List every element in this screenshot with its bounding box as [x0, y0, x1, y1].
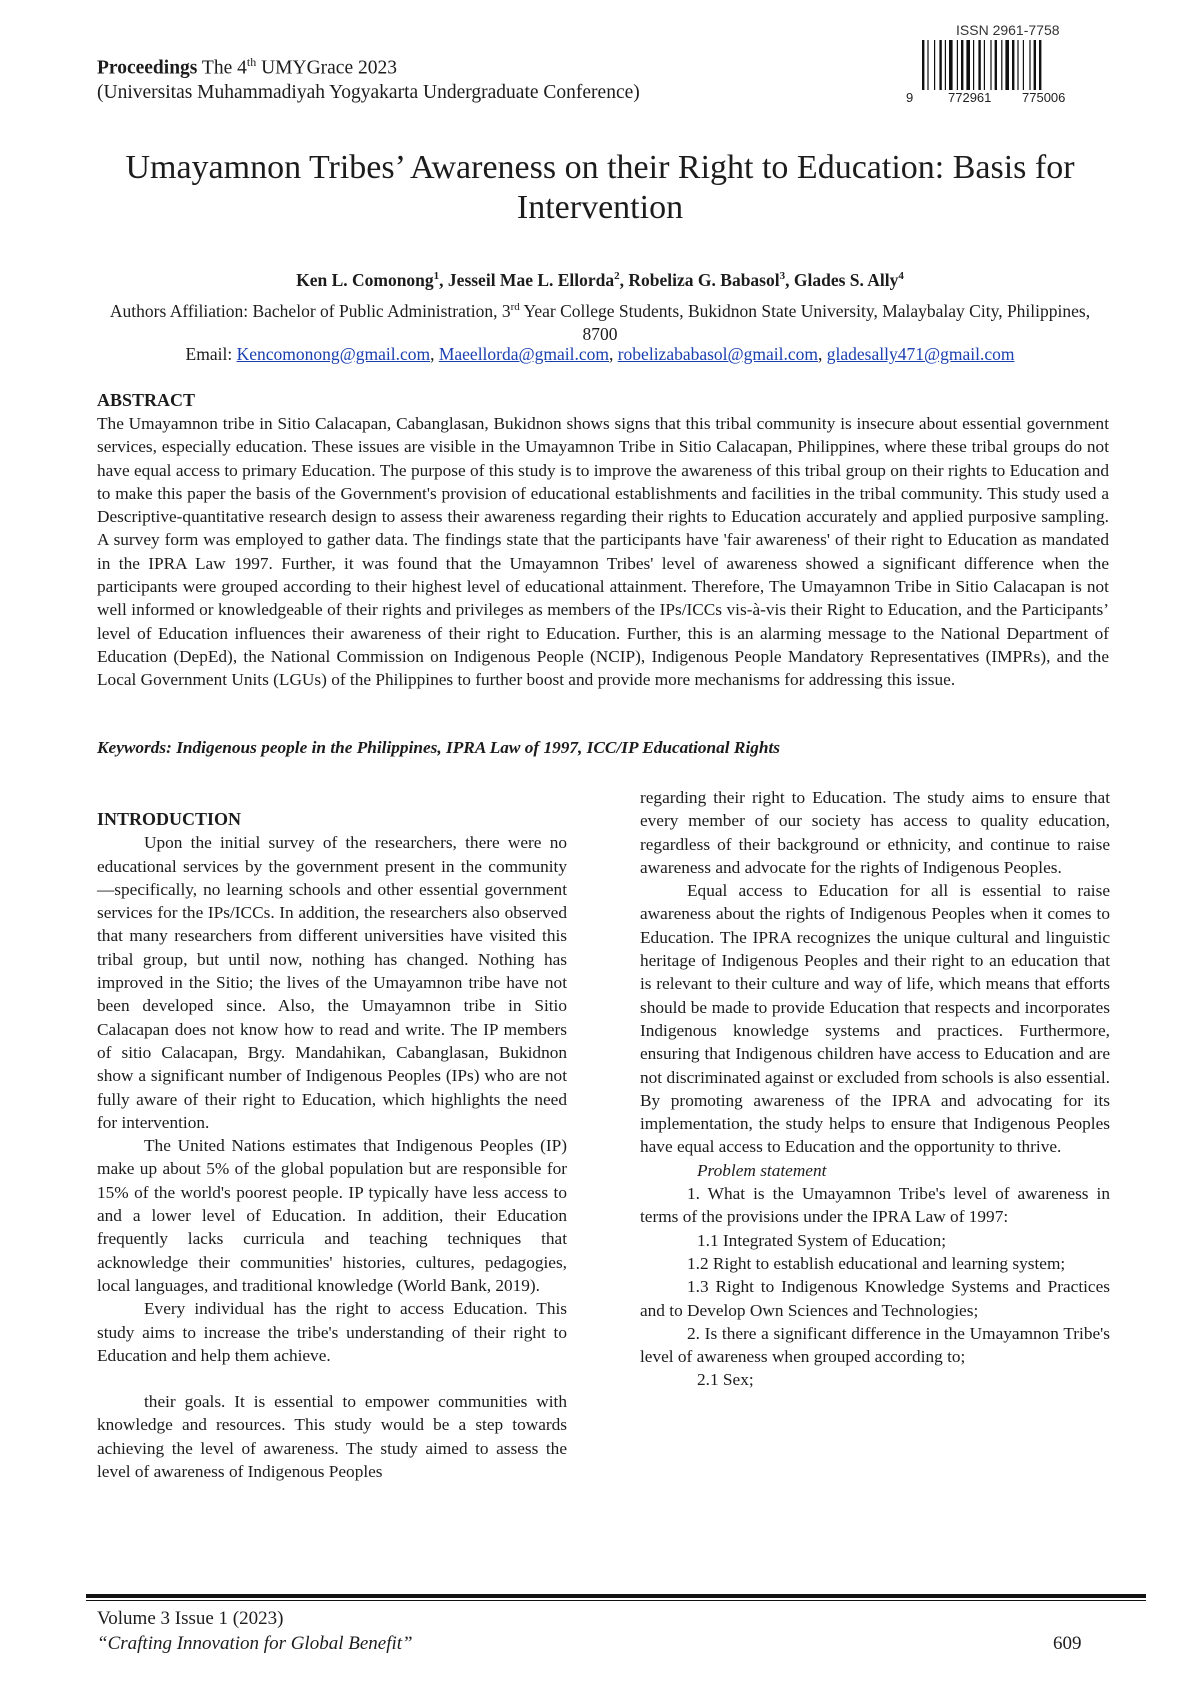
section-heading-introduction: INTRODUCTION [97, 809, 242, 829]
conference-name: UMYGrace 2023 [256, 57, 397, 79]
barcode-bar [934, 40, 935, 90]
barcode-bar [945, 40, 946, 90]
footer-tagline: “Crafting Innovation for Global Benefit” [97, 1633, 413, 1654]
abstract-body: The Umayamnon tribe in Sitio Calacapan, Cabanglasan, Bukidnon shows signs that this tribal community is insecure about essential government services, especially education. These issues are visible in the Umayamnon Tribe in Sitio Calacapan, Philippines, where these tribal groups do not have equal access to primary Education. The purpose of this study is to improve the awareness of this tribal group on their rights to Education and to make this paper the basis of the Government's provision of educational establishments and facilities in the tribal community. This study used a Descriptive-quantitative research design to assess their awareness regarding their rights to Education accurately and applied purposive sampling. A survey form was employed to gather data. The findings state that the participants have 'fair awareness' of their right to Education as mandated in the IPRA Law 1997. Further, it was found that the Umayamnon Tribes' level of awareness showed a significant difference when the participants were grouped according to their highest level of educational attainment. Therefore, The Umayamnon Tribe in Sitio Calacapan is not well informed or knowledgeable of their rights and privileges as members of the IPs/ICCs vis-à-vis their Right to Education, and the Participants’ level of Education influences their awareness of their right to Education. Further, this is an alarming message to the National Department of Education (DepEd), the National Commission on Indigenous People (NCIP), Indigenous People Mandatory Representatives (IMPRs), and the Local Government Units (LGUs) of the Philippines to further boost and provide more mechanisms for addressing this issue. [97, 414, 1109, 690]
keywords-line: Keywords: Indigenous people in the Philippines, IPRA Law of 1997, ICC/IP Educational Rights [97, 738, 781, 757]
barcode-bar [984, 40, 985, 90]
barcode-bar [1029, 40, 1030, 90]
right-column [640, 786, 1110, 1392]
barcode-bar [949, 40, 953, 90]
author-affiliation [100, 296, 1100, 346]
author-emails: Email: Kencomonong@gmail.com, Maeellorda@gmail.com, robelizababasol@gmail.com, gladesally471@gmail.com [185, 344, 1015, 364]
barcode-digit-group-1: 772961 [948, 90, 992, 105]
paper-title: Umayamnon Tribes’ Awareness on their Right to Education: Basis for Intervention [125, 149, 1075, 226]
author-affil-marker: 3 [779, 270, 786, 283]
body-paragraph: regarding their right to Education. The study aims to ensure that every member of our society has access to quality education, regardless of their background or ethnicity, and continue to raise awareness and advocate for the rights of Indigenous Peoples. [640, 788, 1110, 877]
problem-subitem: 2.1 Sex; [697, 1370, 754, 1390]
barcode-bar [1001, 40, 1002, 90]
author-name: Glades S. Ally [793, 270, 899, 290]
barcode-bar [995, 40, 997, 90]
author-list: Ken L. Comonong$^1$, Jesseil Mae L. Ellorda$^2$, Robeliza G. Babasol$^3$, Glades S. Ally$^4$ [296, 270, 904, 290]
page-number: 609 [1053, 1633, 1082, 1654]
proceedings-header [97, 50, 797, 105]
barcode-bar [1017, 40, 1018, 90]
email-link[interactable]: robelizababasol@gmail.com [617, 344, 819, 364]
email-link[interactable]: Kencomonong@gmail.com [236, 344, 431, 364]
affiliation-ordinal: rd [510, 301, 520, 313]
email-link[interactable]: gladesally471@gmail.com [826, 344, 1015, 364]
barcode-bar [1034, 40, 1036, 90]
problem-item: 1. What is the Umayamnon Tribe's level of awareness in terms of the provisions under the IPRA Law of 1997: [640, 1184, 1110, 1227]
barcode-bar [966, 40, 970, 90]
problem-subitem: 1.2 Right to establish educational and learning system; [687, 1253, 1066, 1273]
problem-statement-heading: Problem statement [697, 1160, 827, 1180]
email-label: Email: [185, 344, 237, 364]
body-paragraph: The United Nations estimates that Indigenous Peoples (IP) make up about 5% of the global population but are responsible for 15% of the world's poorest people. IP typically have less access to and a lower level of Education. In addition, their Education frequently lacks curricula and teaching techniques that acknowledge their communities' histories, cultures, pedagogies, local languages, and traditional knowledge (World Bank, 2019). [97, 1136, 567, 1295]
affiliation-text-start: Authors Affiliation: Bachelor of Public Administration, 3 [109, 300, 511, 321]
barcode-bar [927, 40, 928, 90]
conference-ordinal: th [246, 55, 257, 69]
author-affil-marker: 4 [898, 270, 904, 283]
body-paragraph: Every individual has the right to access Education. This study aims to increase the tribe's understanding of their right to Education and help them achieve. [97, 1299, 567, 1365]
barcode-bar [1023, 40, 1024, 90]
barcode-bar [957, 40, 958, 90]
issn-barcode-block [900, 22, 1086, 112]
barcode-bar [922, 40, 924, 90]
abstract-heading: ABSTRACT [97, 390, 196, 410]
footer-rule [86, 1594, 1146, 1598]
email-link[interactable]: Maeellorda@gmail.com [438, 344, 609, 364]
barcode-bar [990, 40, 991, 90]
barcode-digit-prefix: 9 [906, 90, 914, 105]
body-paragraph: Upon the initial survey of the researchers, there were no educational services by the government present in the community—specifically, no learning schools and other essential government services for the IPs/ICCs. In addition, the researchers also observed that many researchers from different universities have visited this tribal group, but until now, nothing has changed. Nothing has improved in the Sitio; the lives of the Umayamnon tribe have not been developed since. Also, the Umayamnon tribe in Sitio Calacapan does not know how to read and write. The IP members of sitio Calacapan, Brgy. Mandahikan, Cabanglasan, Bukidnon show a significant number of Indigenous Peoples (IPs) who are not fully aware of their right to Education, which highlights the need for intervention. [97, 833, 567, 1132]
problem-subitem: 1.3 Right to Indigenous Knowledge Systems and Practices and to Develop Own Sciences and Technologies; [640, 1277, 1110, 1320]
left-column [97, 808, 567, 1483]
affiliation-text-end: Year College Students, Bukidnon State University, Malaybalay City, Philippines, 8700 [519, 300, 1091, 344]
barcode-bar [978, 40, 980, 90]
proceedings-line-1 [97, 50, 797, 81]
author-name: Jesseil Mae L. Ellorda [447, 270, 615, 290]
barcode-bar [1012, 40, 1014, 90]
barcode-bar [973, 40, 974, 90]
body-paragraph: Equal access to Education for all is essential to raise awareness about the rights of Indigenous Peoples when it comes to Education. The IPRA recognizes the unique cultural and linguistic heritage of Indigenous Peoples and their right to an education that is relevant to their culture and way of life, which means that efforts should be made to provide Education that respects and incorporates Indigenous knowledge systems and practices. Furthermore, ensuring that Indigenous children have access to Education and are not discriminated against or excluded from schools is also essential. By promoting awareness of the IPRA and advocating for its implementation, the study helps to ensure that Indigenous Peoples have equal access to Education and the opportunity to thrive. [640, 881, 1110, 1157]
author-affil-marker: 1 [433, 270, 440, 283]
problem-item: 2. Is there a significant difference in the Umayamnon Tribe's level of awareness when grouped according to; [640, 1323, 1110, 1367]
barcode-bar [939, 40, 941, 90]
footer-rule-thin [86, 1600, 1146, 1601]
barcode-bar [961, 40, 963, 90]
issn-label: ISSN 2961-7758 [956, 22, 1060, 38]
author-affil-marker: 2 [614, 270, 620, 283]
author-name: Robeliza G. Babasol [628, 270, 780, 290]
author-name: Ken L. Comonong [296, 270, 434, 290]
barcode-bar [1039, 40, 1041, 90]
proceedings-line-2: (Universitas Muhammadiyah Yogyakarta Undergraduate Conference) [97, 81, 640, 103]
body-paragraph: their goals. It is essential to empower communities with knowledge and resources. This study would be a step towards achieving the level of awareness. The study aimed to assess the level of awareness of Indigenous Peoples [97, 1392, 567, 1482]
barcode-icon [922, 40, 1082, 90]
problem-subitem: 1.1 Integrated System of Education; [697, 1230, 947, 1250]
conference-prefix: The 4 [197, 57, 247, 79]
barcode-bar [1005, 40, 1009, 90]
footer-volume: Volume 3 Issue 1 (2023) [97, 1608, 284, 1629]
proceedings-label: Proceedings [97, 57, 198, 79]
barcode-digit-group-2: 775006 [1022, 90, 1066, 105]
